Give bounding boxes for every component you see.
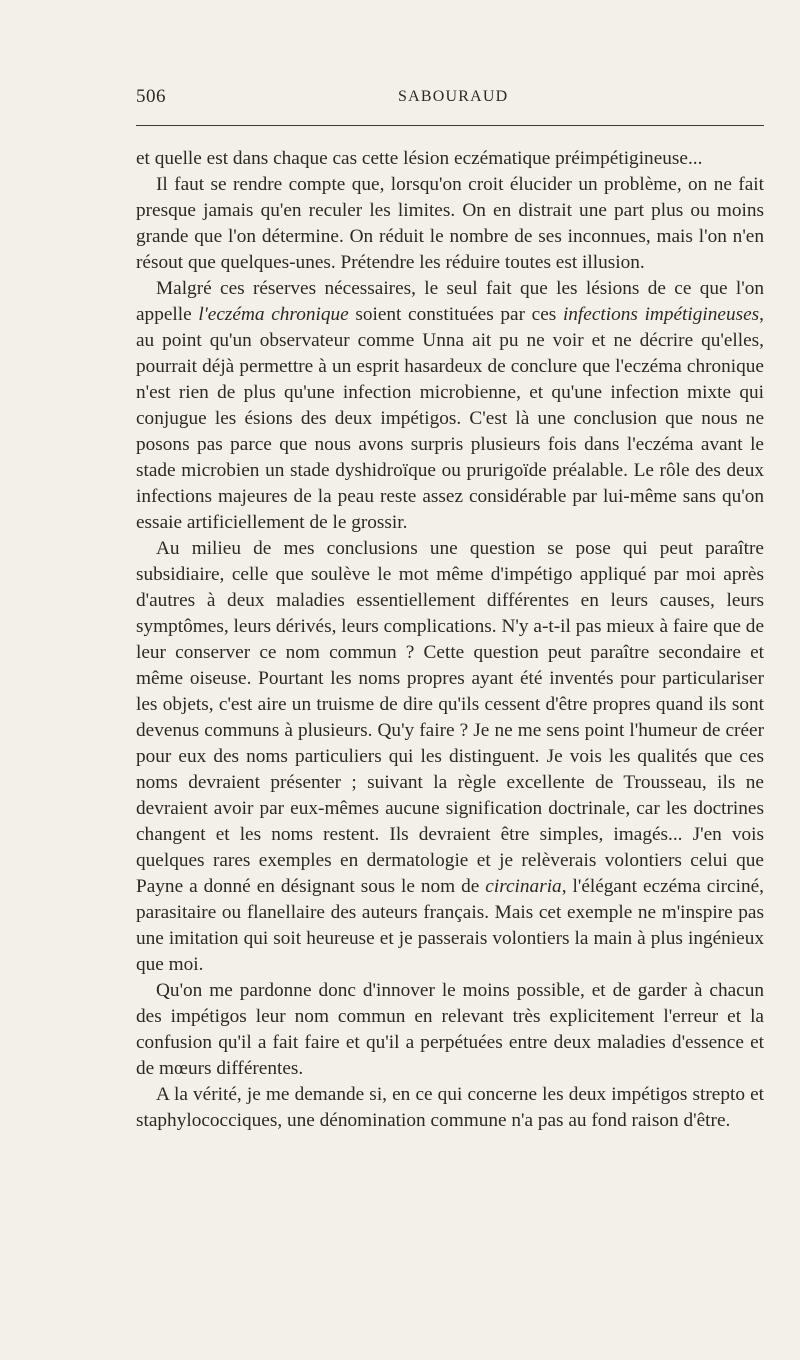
paragraph-4: Au milieu de mes conclusions une question se pose qui peut paraître subsidiaire, celle que soulève le mot même d'impétigo appliqué par moi après d'autres à deux maladies essentiellement différentes en leurs causes, leurs symptômes, leurs dérivés, leurs complications. N'y a-t-il pas mieux à faire que de leur conserver ce nom commun ? Cette question peut paraître secondaire et même oiseuse. Pourtant les noms propres ayant été inventés pour particulariser les objets, c'est aire un truisme de dire qu'ils cessent d'être propres quand ils sont devenus communs à plusieurs. Qu'y faire ? Je ne me sens point l'humeur de créer pour eux des noms particuliers qui les distinguent. Je vois les qualités que ces noms devraient présenter ; suivant la règle excellente de Trousseau, ils ne devraient avoir par eux-mêmes aucune signification doctrinale, car les doctrines changent et les noms restent. Ils devraient être simples, imagés... J'en vois quelques rares exemples en dermatologie et je relèverais volontiers celui que Payne a donné en désignant sous le nom de circinaria, l'élégant eczéma circiné, parasitaire ou flanellaire des auteurs français. Mais cet exemple ne m'inspire pas une imitation qui soit heureuse et je passerais volontiers la main à plus ingénieux que moi. bbox=[136, 538, 764, 975]
italic-term: circinaria bbox=[485, 876, 562, 897]
paragraph-1: et quelle est dans chaque cas cette lésion eczématique préimpétigineuse... bbox=[136, 148, 703, 169]
running-head: SABOURAUD bbox=[398, 88, 509, 105]
italic-term: infections impétigineuses bbox=[562, 304, 760, 325]
page-header bbox=[136, 86, 764, 114]
body-text bbox=[136, 146, 764, 1134]
page-number: 506 bbox=[136, 86, 166, 107]
paragraph-5: Qu'on me pardonne donc d'innover le moins possible, et de garder à chacun des impétigos leur nom commun en relevant très explicitement l'erreur et la confusion qu'il a fait faire et qu'il a perpétuées entre deux maladies d'essence et de mœurs différentes. bbox=[136, 980, 764, 1079]
paragraph-3: Malgré ces réserves nécessaires, le seul fait que les lésions de ce que l'on appelle l'eczéma chronique soient constituées par ces infections impétigineuses, au point qu'un observateur comme Unna ait pu ne voir et ne décrire qu'elles, pourrait déjà permettre à un esprit hasardeux de conclure que l'eczéma chronique n'est rien de plus qu'une infection microbienne, et qu'une infection mixte qui conjugue les ésions des deux impétigos. C'est là une conclusion que nous ne posons pas parce que nous avons surpris plusieurs fois dans l'eczéma avant le stade microbien un stade dyshidroïque ou prurigoïde préalable. Le rôle des deux infections majeures de la peau reste assez considérable par lui-même sans qu'on essaie artificiellement de le grossir. bbox=[136, 278, 764, 533]
paragraph-2: Il faut se rendre compte que, lorsqu'on croit élucider un problème, on ne fait presque jamais qu'en reculer les limites. On en distrait une part plus ou moins grande que l'on détermine. On réduit le nombre de ses inconnues, mais l'on n'en résout que quelques-unes. Prétendre les réduire toutes est illusion. bbox=[136, 174, 764, 273]
italic-term: l'eczéma chronique bbox=[198, 304, 349, 325]
paragraph-6: A la vérité, je me demande si, en ce qui concerne les deux impétigos strepto et staphylococciques, une dénomination commune n'a pas au fond raison d'être. bbox=[136, 1084, 764, 1131]
header-rule bbox=[136, 125, 764, 126]
